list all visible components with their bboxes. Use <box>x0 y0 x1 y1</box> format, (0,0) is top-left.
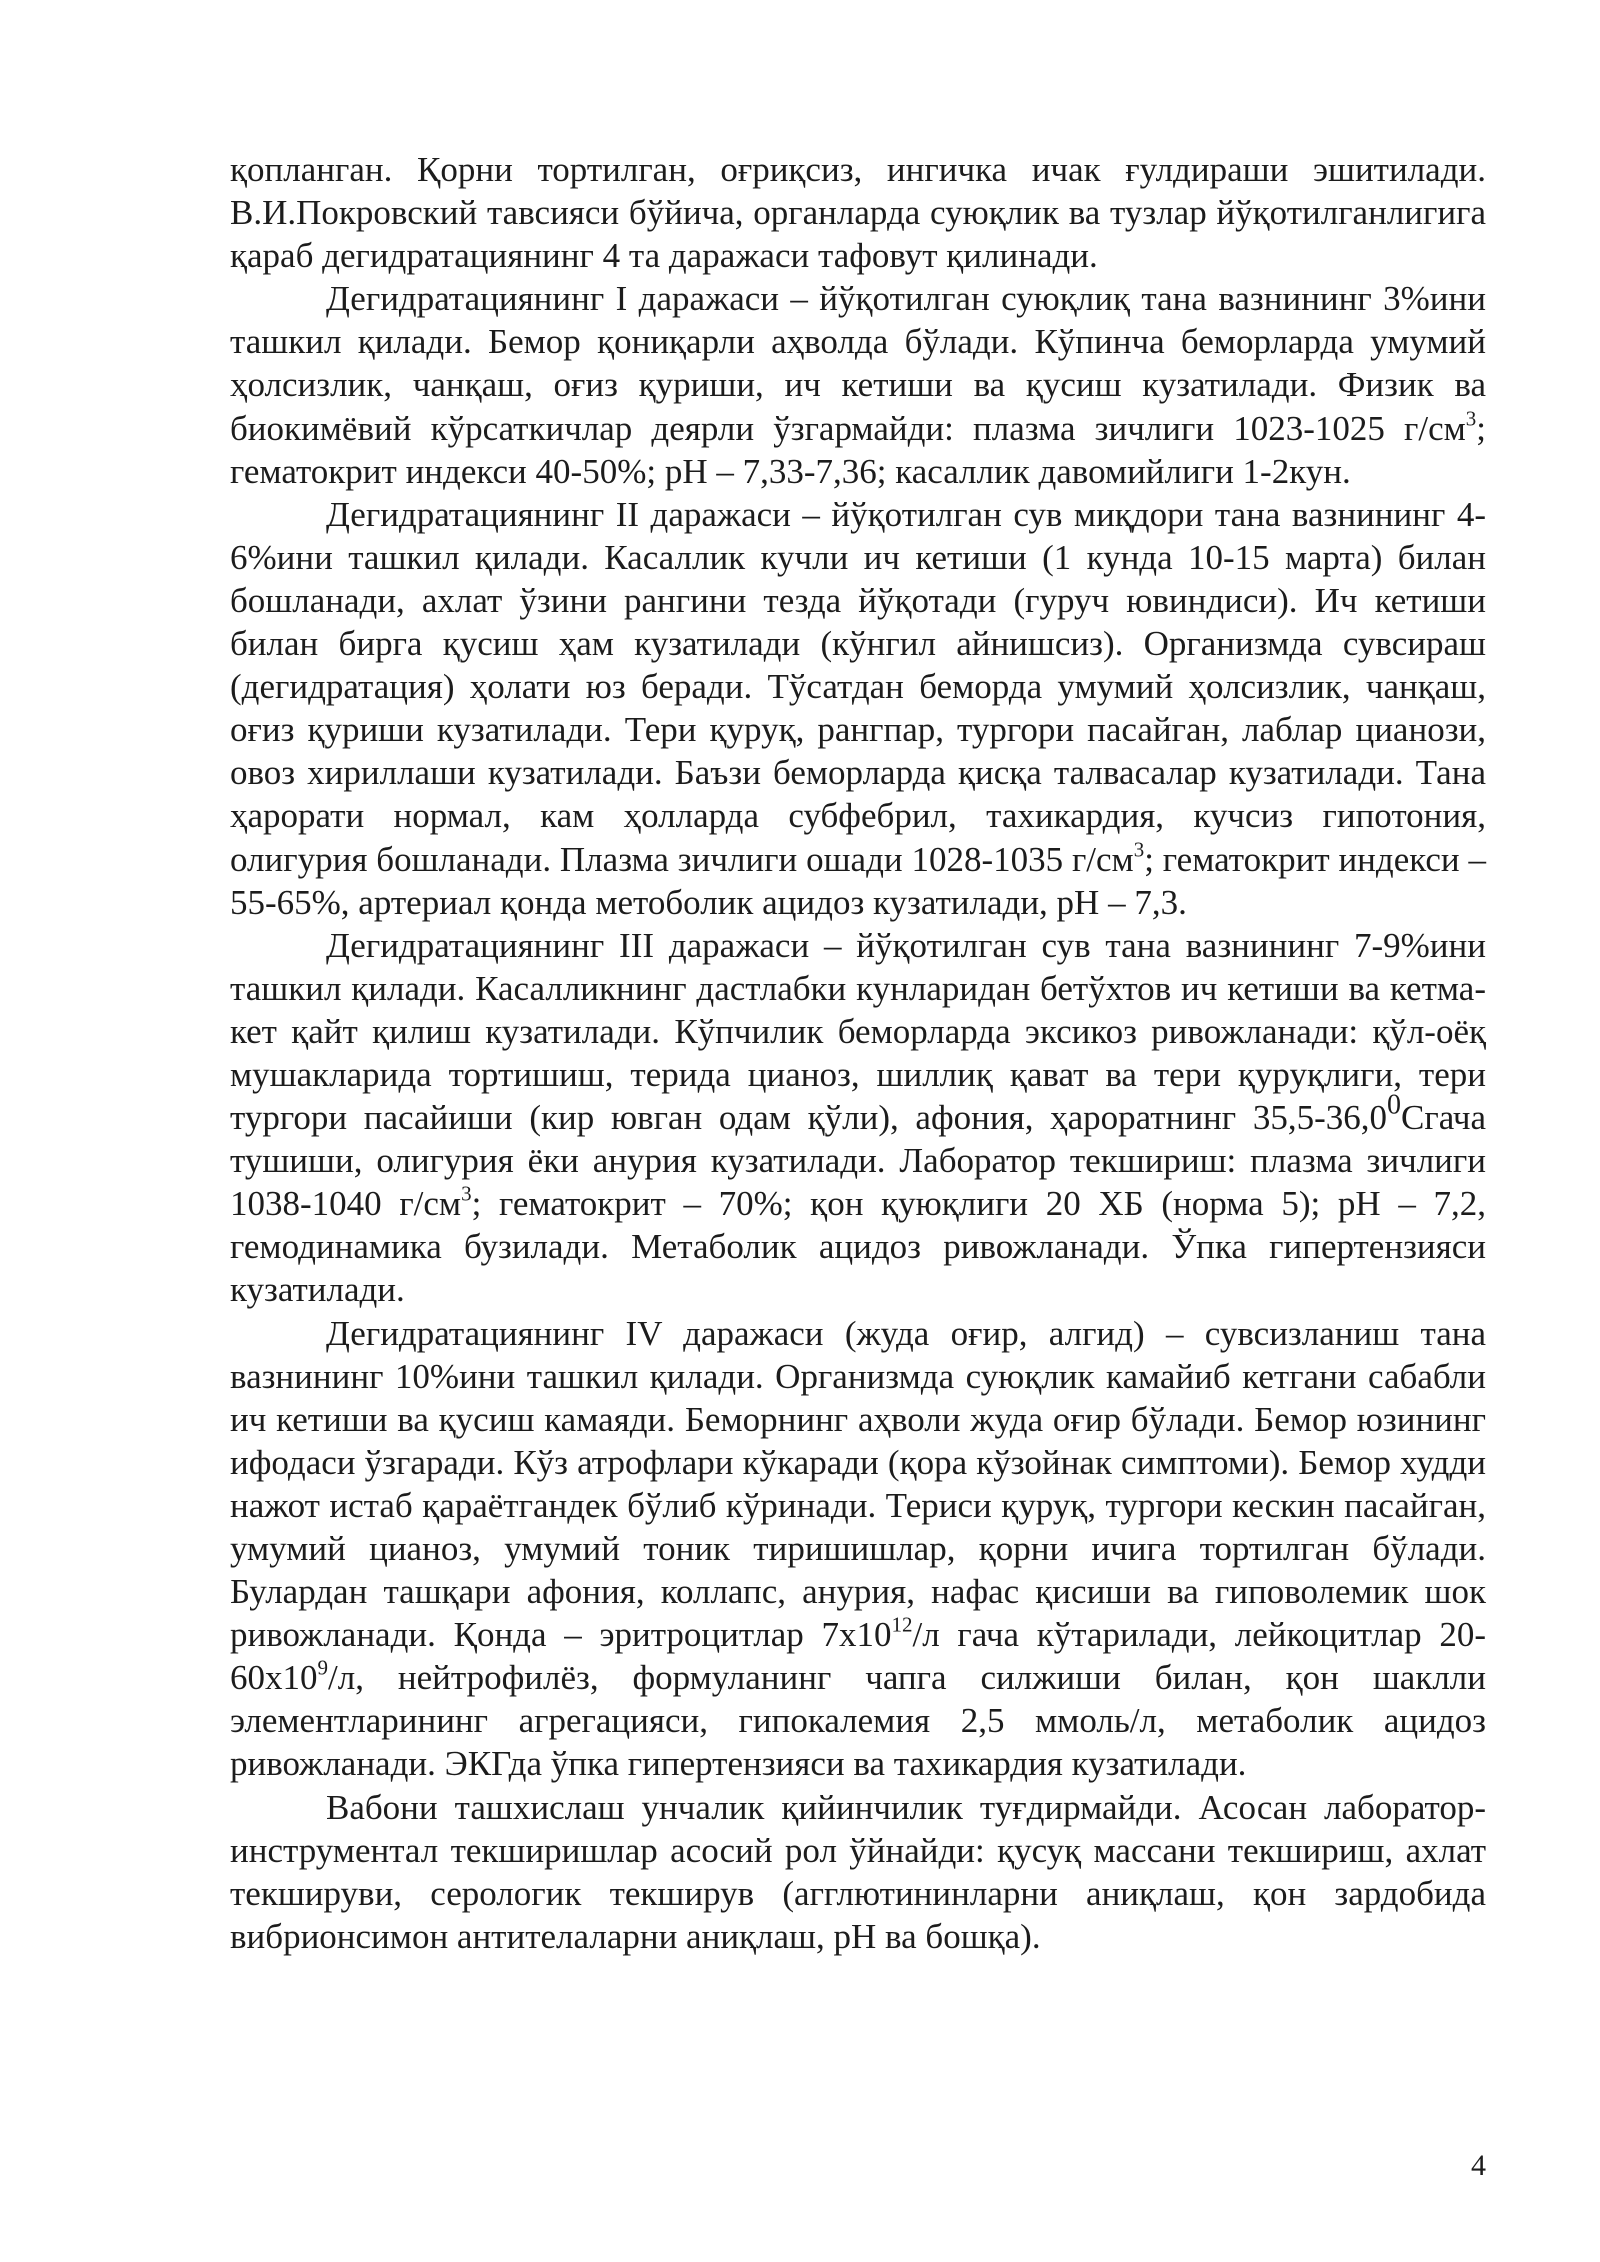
text-run: Дегидратациянинг II даражаси – йўқотилган сув миқдори тана вазнининг 4-6%ини ташкил қилади. Касаллик кучли ич кетиши (1 кунда 10-15 марта) билан бошланади, ахлат ўзини рангини тезда йўқотади (гуруч ювиндиси). Ич кетиши билан бирга қусиш ҳам кузатилади (кўнгил айнишсиз). Организмда сувсираш (дегидратация) ҳолати юз беради. Тўсатдан беморда умумий ҳолсизлик, чанқаш, оғиз қуриши кузатилади. Тери қуруқ, рангпар, тургори пасайган, лаблар цианози, овоз хириллаши кузатилади. Баъзи беморларда қисқа талвасалар кузатилади. Тана ҳарорати нормал, кам ҳолларда субфебрил, тахикардия, кучсиз гипотония, олигурия бошланади. Плазма зичлиги ошади 1028-1035 г/см <box>230 494 1486 879</box>
superscript: 12 <box>891 1612 913 1637</box>
superscript: 9 <box>317 1656 328 1681</box>
paragraph-diagnosis <box>230 1786 1486 1958</box>
text-run: /л, нейтрофилёз, формуланинг чапга силжиши билан, қон шаклли элементларининг агрегацияси, гипокалемия 2,5 ммоль/л, метаболик ацидоз ривожланади. ЭКГда ўпка гипертензияси ва тахикардия кузатилади. <box>230 1658 1486 1784</box>
text-run: ; гематокрит индекси – 55-65%, артериал қонда метоболик ацидоз кузатилади, pH – 7,3. <box>230 839 1486 922</box>
text-run: Сгача тушиши, олигурия ёки анурия кузатилади. Лаборатор текшириш: плазма зичлиги 1038-1040 г/см <box>230 1098 1486 1224</box>
paragraph-dehydration-degree-2 <box>230 493 1486 924</box>
text-run: ; гематокрит индекси 40-50%; pH – 7,33-7,36; касаллик давомийлиги 1-2кун. <box>230 408 1486 491</box>
text-run: Дегидратациянинг III даражаси – йўқотилган сув тана вазнининг 7-9%ини ташкил қилади. Касалликнинг дастлабки кунларидан бетўхтов ич кетиши ва кетма-кет қайт қилиш кузатилади. Кўпчилик беморларда эксикоз ривожланади: қўл-оёқ мушакларида тортишиш, терида цианоз, шиллиқ қават ва тери қуруқлиги, тери тургори пасайиши (кир ювган одам қўли), афония, ҳароратнинг 35,5-36,0 <box>230 925 1486 1138</box>
paragraph-dehydration-degree-3 <box>230 924 1486 1312</box>
text-run: Дегидратациянинг I даражаси – йўқотилган суюқлиқ тана вазнининг 3%ини ташкил қилади. Бемор қониқарли аҳволда бўлади. Кўпинча беморларда умумий ҳолсизлик, чанқаш, оғиз қуриши, ич кетиши ва қусиш кузатилади. Физик ва биокимёвий кўрсаткичлар деярли ўзгармайди: плазма зичлиги 1023-1025 г/см <box>230 279 1486 448</box>
paragraph-dehydration-degree-1 <box>230 277 1486 492</box>
text-run: Вабони ташхислаш унчалик қийинчилик туғдирмайди. Асосан лаборатор-инструментал текширишлар асосий рол ўйнайди: қусуқ массани текшириш, ахлат текшируви, серологик текширув (агглютининларни аниқлаш, қон зардобида вибрионсимон антителаларни аниқлаш, pH ва бошқа). <box>230 1787 1486 1956</box>
text-run: Дегидратациянинг IV даражаси (жуда оғир, алгид) – сувсизланиш тана вазнининг 10%ини ташкил қилади. Организмда суюқлик камайиб кетгани сабабли ич кетиши ва қусиш камаяди. Беморнинг аҳволи жуда оғир бўлади. Бемор юзининг ифодаси ўзгаради. Кўз атрофлари кўкаради (қора кўзойнак симптоми). Бемор худди нажот истаб қараётгандек бўлиб кўринади. Териси қуруқ, тургори кескин пасайган, умумий цианоз, умумий тоник тиришишлар, қорни ичига тортилган бўлади. Булардан ташқари афония, коллапс, анурия, нафас қисиши ва гиповолемик шок ривожланади. Қонда – эритроцитлар 7x10 <box>230 1313 1486 1655</box>
superscript: 3 <box>1133 837 1145 862</box>
superscript: 3 <box>461 1181 472 1206</box>
text-run: ; гематокрит – 70%; қон қуюқлиги 20 ХБ (норма 5); pH – 7,2, гемодинамика бузилади. Метаболик ацидоз ривожланади. Ўпка гипертензияси кузатилади. <box>230 1184 1487 1310</box>
paragraph-dehydration-degree-4 <box>230 1312 1486 1786</box>
page-number: 4 <box>1471 2149 1486 2182</box>
body-text <box>230 148 1486 1958</box>
text-run: қопланган. Қорни тортилган, оғриқсиз, ингичка ичак ғулдираши эшитилади. В.И.Покровский тавсияси бўйича, органларда суюқлик ва тузлар йўқотилганлигига қараб дегидратациянинг 4 та даражаси тафовут қилинади. <box>230 150 1486 276</box>
degree-superscript: 0 <box>1387 1089 1402 1121</box>
text-run: /л гача кўтарилади, лейкоцитлар 20-60x10 <box>230 1615 1486 1698</box>
paragraph <box>230 148 1486 277</box>
superscript: 3 <box>1465 406 1477 431</box>
